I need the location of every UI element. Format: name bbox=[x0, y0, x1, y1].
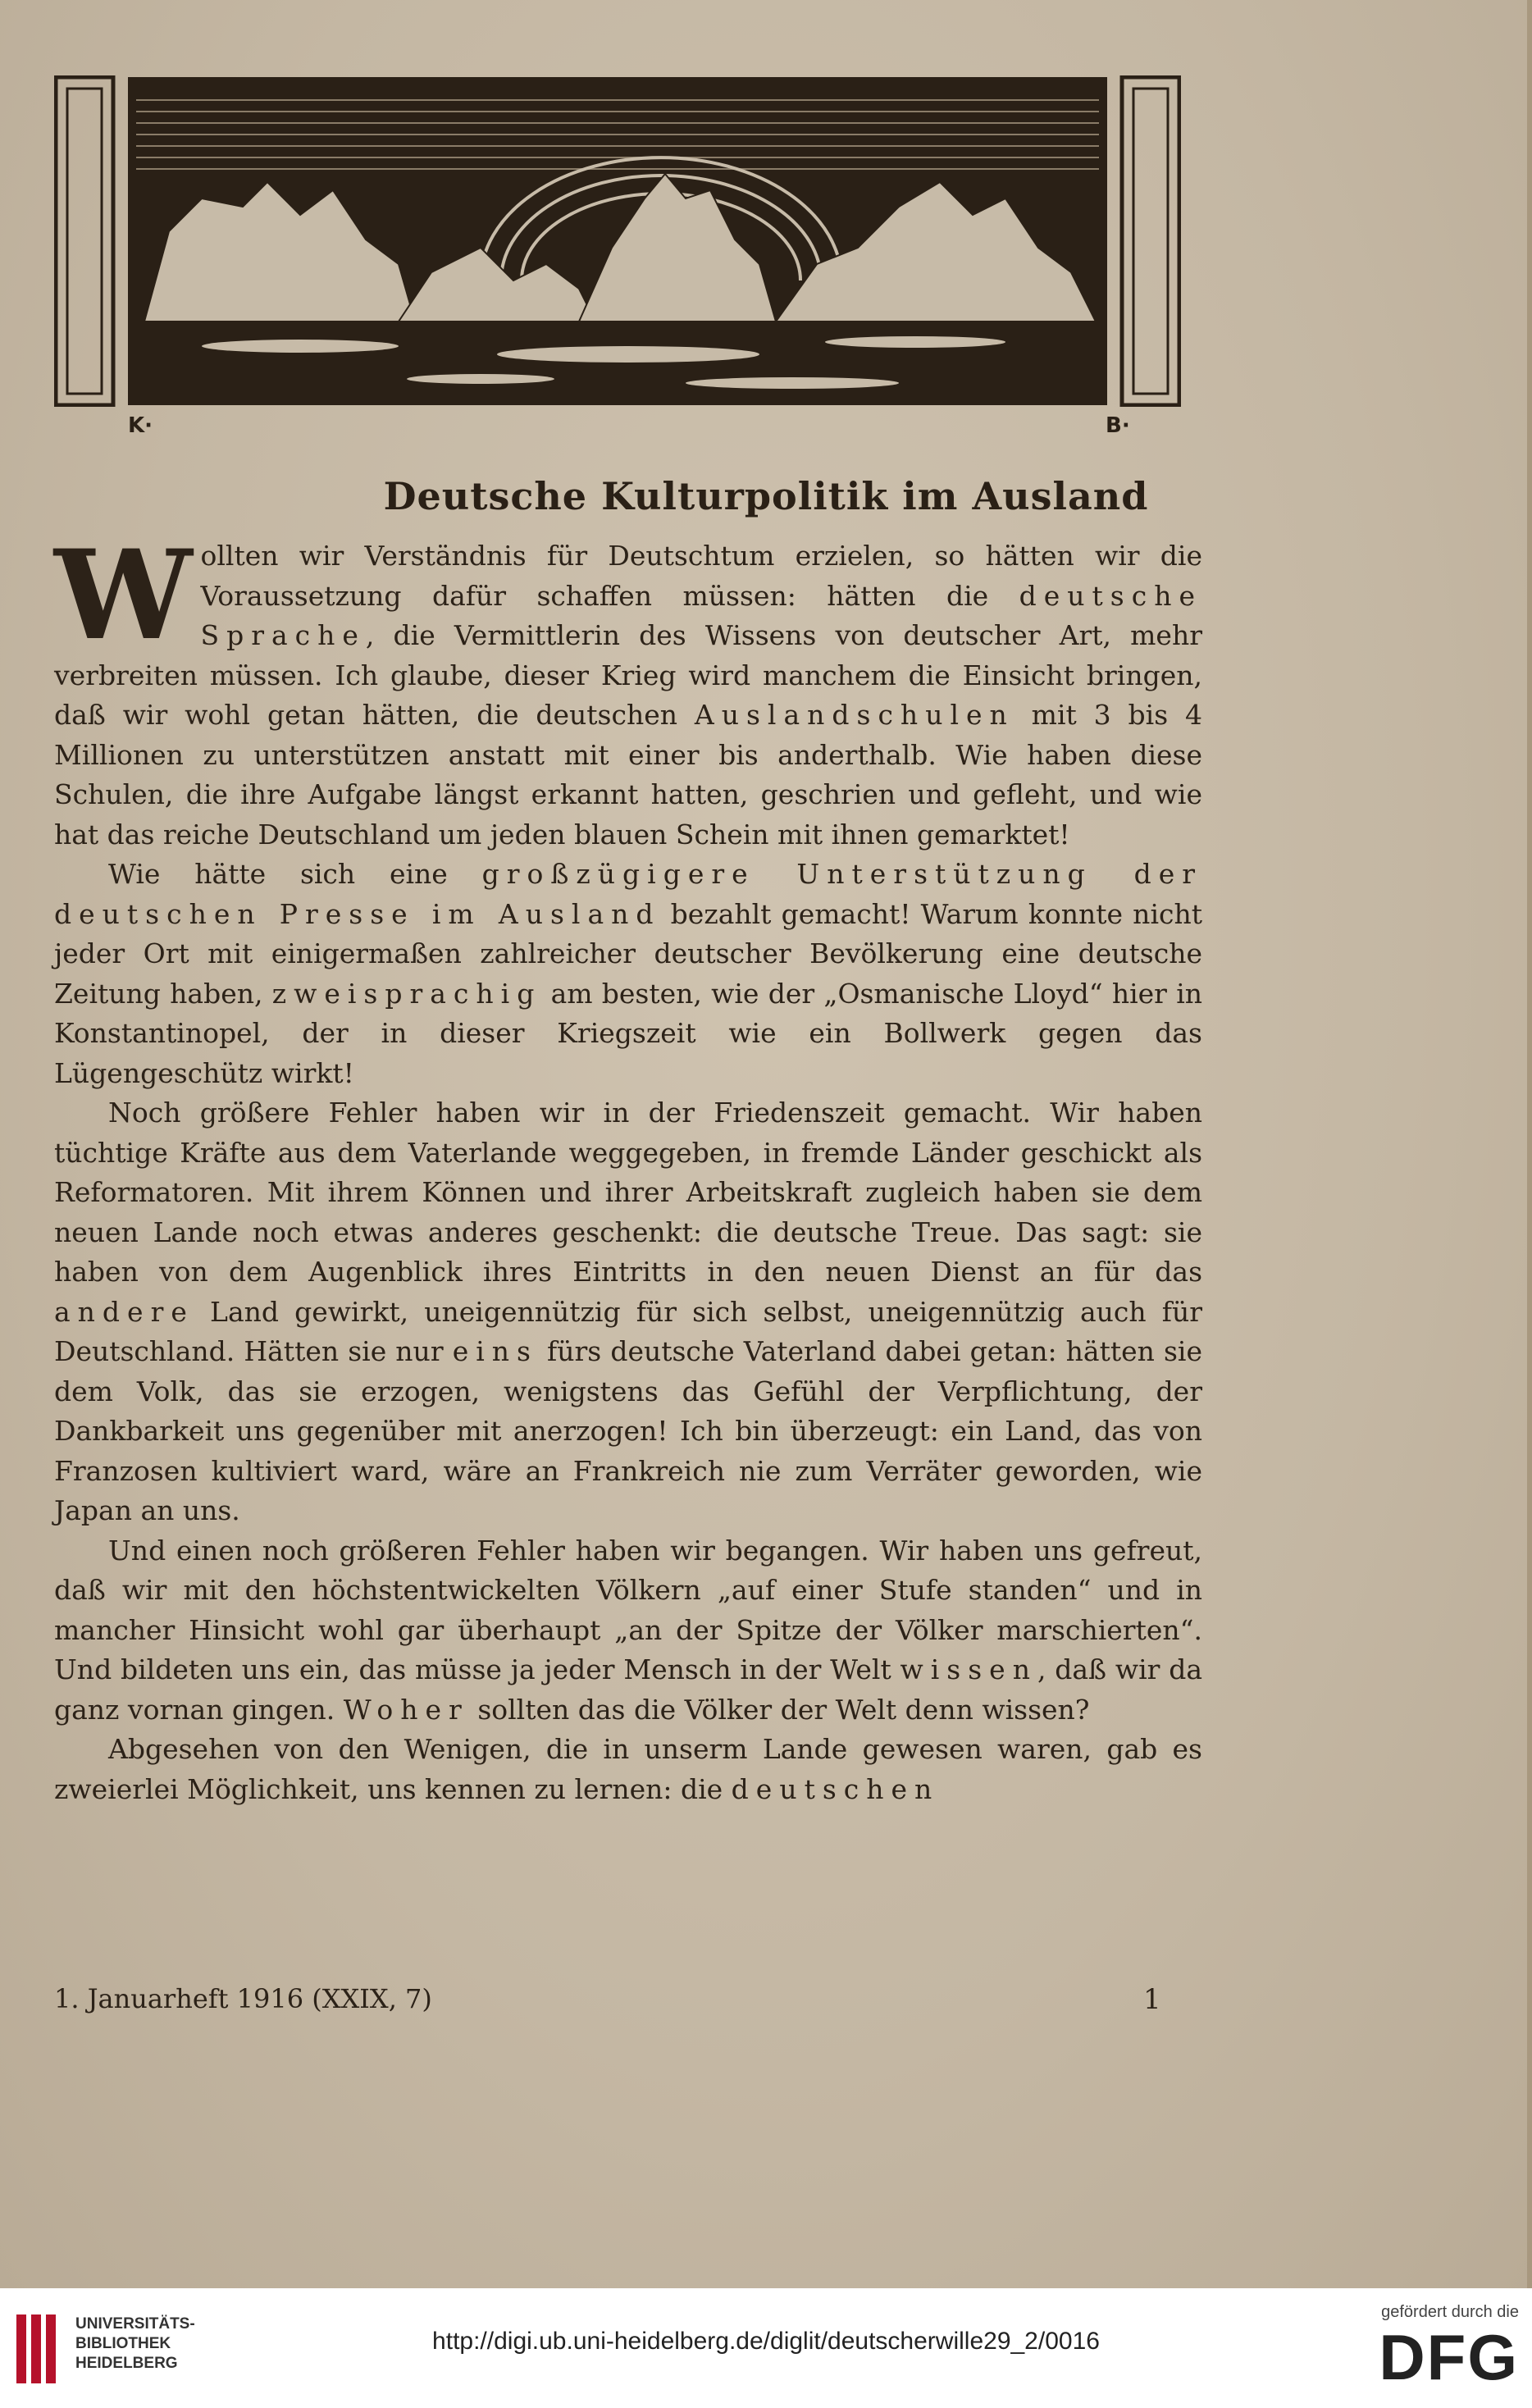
text-run: Noch größere Fehler haben wir in der Friedenszeit gemacht. Wir haben tüchtige Kräfte aus dem Vaterlande weggegeben, in fremde Länder geschickt als Reformatoren. Mit ihrem Können und ihrer Arbeitskraft zugleich haben sie dem neuen Lande noch etwas anderes geschenkt: die deutsche Treue. Das sagt: sie haben von dem Augenblick ihres Eintritts in den neuen Dienst an für das bbox=[54, 1097, 1202, 1288]
text-run: fürs deutsche Vaterland dabei getan: hätten sie dem Volk, das sie erzogen, wenigstens das Gefühl der Verpflichtung, der Dankbarkeit uns gegenüber mit anerzogen! Ich bin überzeugt: ein Land, das von Franzosen kultiviert ward, wäre an Frankreich nie zum Verräter geworden, wie Japan an uns. bbox=[54, 1335, 1202, 1526]
library-name-line: UNIVERSITÄTS- bbox=[75, 2315, 195, 2333]
text-run: Und einen noch größeren Fehler haben wir begangen. Wir haben uns gefreut, daß wir mit den höchstentwickelten Völkern „auf einer Stufe standen“ und in mancher Hinsicht wohl gar überhaupt „an der Spitze der Völker marschierten“. Und bildeten uns ein, das müsse ja jeder Mensch in der Welt bbox=[54, 1534, 1202, 1685]
artist-initial-left: K· bbox=[128, 413, 153, 438]
artist-initial-right: B· bbox=[1106, 413, 1130, 438]
spaced-emphasis: Auslandschulen bbox=[694, 699, 1014, 731]
page-edge bbox=[1527, 0, 1532, 2288]
text-run: Wie hätte sich eine bbox=[108, 858, 482, 890]
text-run: mit 3 bis 4 Millionen zu unterstützen anstatt mit einer bis anderthalb. Wie haben diese Schulen, die ihre Aufgabe längst erkannt hatten, geschrien und gefleht, und wie hat das reiche Deutschland um jeden blauen Schein mit ihnen gemarktet! bbox=[54, 699, 1203, 851]
paragraph-2 bbox=[54, 855, 1202, 1093]
text-run: am besten, wie der „Osmanische Lloyd“ hier in Konstantinopel, der in dieser Kriegszeit wie ein Bollwerk gegen das Lügengeschütz wirkt! bbox=[54, 977, 1202, 1089]
spaced-emphasis: deutschen bbox=[731, 1772, 940, 1805]
text-run: Land gewirkt, uneigennützig für sich selbst, uneigennützig auch für Deutschland. Hätten sie nur bbox=[54, 1295, 1202, 1367]
text-run: sollten das die Völker der Welt denn wissen? bbox=[468, 1693, 1090, 1726]
text-run: bezahlt gemacht! Warum konnte nicht jeder Ort mit einigermaßen zahlreicher deutscher Bevölkerung eine deutsche Zeitung haben, bbox=[54, 897, 1202, 1010]
spaced-emphasis: deutsche Sprache bbox=[200, 579, 1202, 651]
source-url-link[interactable]: http://digi.ub.uni-heidelberg.de/diglit/deutscherwille29_2/0016 bbox=[432, 2328, 1100, 2355]
paragraph-3 bbox=[54, 1093, 1202, 1531]
spaced-emphasis: andere bbox=[54, 1295, 194, 1328]
text-run: , die Vermittlerin des Wissens von deutscher Art, mehr verbreiten müssen. Ich glaube, dieser Krieg wird manchem die Einsicht bringen, daß wir wohl getan hätten, die deutschen bbox=[54, 619, 1202, 731]
funded-by-label: gefördert durch die bbox=[1381, 2303, 1519, 2321]
page-number: 1 bbox=[1143, 1983, 1161, 2016]
text-run: ollten wir Verständnis für Deutschtum erzielen, so hätten wir die Voraussetzung dafür schaffen müssen: hätten die bbox=[200, 540, 1202, 612]
paragraph-1 bbox=[54, 523, 1203, 855]
text-run: , daß wir da ganz vornan gingen. bbox=[54, 1653, 1202, 1726]
spaced-emphasis: wissen bbox=[900, 1653, 1037, 1685]
article-title: Deutsche Kulturpolitik im Ausland bbox=[383, 474, 1149, 518]
paragraph-5 bbox=[54, 1730, 1202, 1809]
library-name-line: BIBLIOTHEK bbox=[75, 2335, 171, 2352]
article-body bbox=[54, 523, 1203, 1809]
spaced-emphasis: großzügigere Unterstützung der deutschen Presse im Ausland bbox=[54, 858, 1202, 930]
woodcut-header-illustration bbox=[54, 75, 1181, 407]
spaced-emphasis: zweisprachig bbox=[271, 977, 542, 1010]
library-name-line: HEIDELBERG bbox=[75, 2355, 178, 2372]
drop-cap: W bbox=[54, 523, 193, 668]
dfg-logo: DFG bbox=[1379, 2321, 1519, 2393]
text-run: Abgesehen von den Wenigen, die in unserm Lande gewesen waren, gab es zweierlei Möglichkeit, uns kennen zu lernen: die bbox=[54, 1733, 1202, 1805]
spaced-emphasis: eins bbox=[452, 1335, 538, 1367]
spaced-emphasis: Woher bbox=[343, 1693, 469, 1726]
issue-line: 1. Januarheft 1916 (XXIX, 7) bbox=[54, 1983, 432, 2014]
paragraph-4 bbox=[54, 1531, 1202, 1731]
